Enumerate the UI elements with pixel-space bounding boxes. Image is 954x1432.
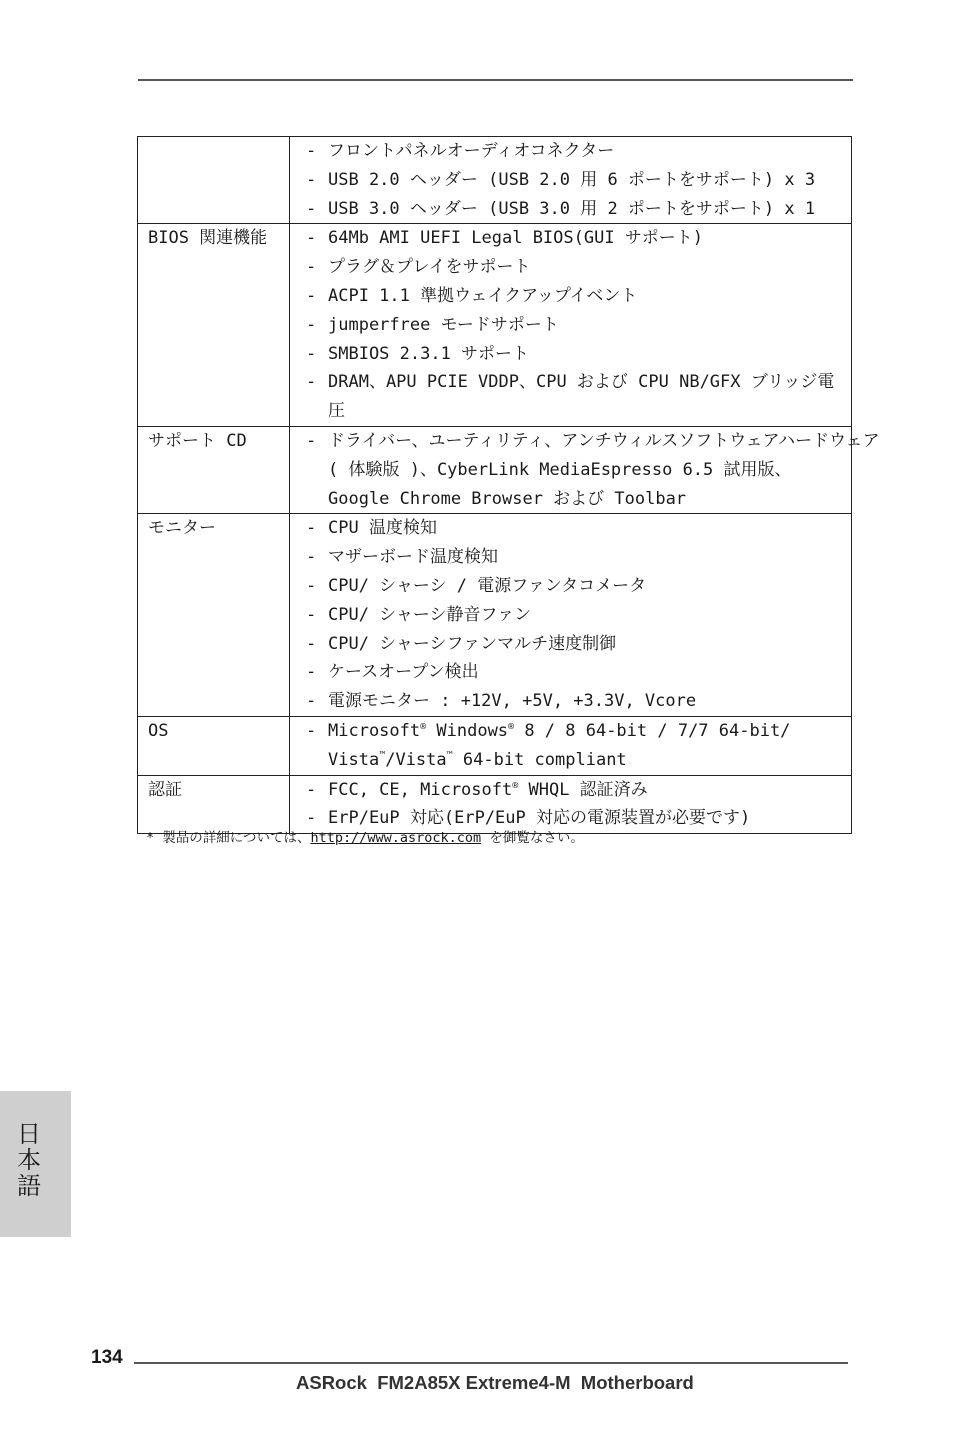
bullet-dash: - — [306, 430, 317, 451]
spec-items — [290, 514, 852, 717]
spec-item — [306, 195, 849, 224]
spec-label: BIOS 関連機能 — [138, 224, 290, 427]
spec-item — [306, 224, 849, 253]
bullet-dash: - — [306, 779, 317, 800]
footer-rule — [134, 1362, 848, 1364]
spec-item — [306, 137, 849, 166]
spec-item-text: DRAM、APU PCIE VDDP、CPU および CPU NB/GFX ブリッジ電 — [328, 372, 835, 393]
spec-item-text: USB 3.0 ヘッダー (USB 3.0 用 2 ポートをサポート) x 1 — [328, 198, 816, 219]
spec-item-text: CPU/ シャーシ静音ファン — [328, 604, 532, 625]
spec-item — [306, 514, 849, 543]
spec-item-text: Google Chrome Browser および Toolbar — [328, 488, 687, 509]
spec-item-text: ( 体験版 )、CyberLink MediaEspresso 6.5 試用版、 — [328, 459, 792, 480]
bullet-dash: - — [306, 314, 317, 335]
spec-item-text: CPU 温度検知 — [328, 518, 437, 539]
spec-item-text: Vista™/Vista™ 64-bit compliant — [328, 749, 627, 770]
bullet-dash: - — [306, 518, 317, 539]
bullet-dash: - — [306, 169, 317, 190]
spec-item-text: ACPI 1.1 準拠ウェイクアップイベント — [328, 285, 638, 306]
language-side-tab — [0, 1091, 71, 1237]
bullet-dash: - — [306, 808, 317, 829]
bullet-dash — [306, 456, 328, 485]
spec-item — [306, 630, 849, 659]
spec-items — [290, 137, 852, 224]
spec-label: 認証 — [138, 775, 290, 834]
header-rule — [138, 79, 853, 81]
spec-item-text: USB 2.0 ヘッダー (USB 2.0 用 6 ポートをサポート) x 3 — [328, 169, 816, 190]
spec-item — [306, 397, 849, 426]
spec-item-text: 圧 — [328, 401, 345, 422]
spec-items — [290, 426, 880, 513]
spec-row — [138, 775, 852, 834]
spec-item-text: Microsoft® Windows® 8 / 8 64-bit / 7/7 64-bit/ — [328, 720, 791, 741]
spec-item-text: フロントパネルオーディオコネクター — [328, 141, 615, 161]
spec-item — [306, 485, 849, 514]
spec-row — [138, 137, 852, 224]
spec-item-text: CPU/ シャーシ / 電源ファンタコメータ — [328, 575, 647, 596]
spec-item — [306, 253, 849, 282]
spec-item — [306, 776, 849, 805]
footnote-prefix: * 製品の詳細については、 — [146, 830, 311, 846]
spec-row — [138, 716, 852, 775]
footnote — [146, 826, 584, 846]
bullet-dash: - — [306, 691, 317, 712]
bullet-dash: - — [306, 285, 317, 306]
spec-table — [137, 136, 880, 834]
spec-label: OS — [138, 716, 290, 775]
asrock-website-link[interactable]: http://www.asrock.com — [310, 830, 482, 846]
spec-item — [306, 658, 849, 687]
bullet-dash — [306, 746, 328, 775]
spec-row — [138, 514, 852, 717]
bullet-dash: - — [306, 720, 317, 741]
spec-item-text: 64Mb AMI UEFI Legal BIOS(GUI サポート) — [328, 228, 704, 249]
spec-item — [306, 340, 849, 369]
bullet-dash: - — [306, 343, 317, 364]
bullet-dash: - — [306, 575, 317, 596]
bullet-dash: - — [306, 198, 317, 219]
spec-items — [290, 224, 852, 427]
footer-title: ASRock FM2A85X Extreme4-M Motherboard — [296, 1372, 694, 1393]
spec-item — [306, 746, 849, 775]
spec-item — [306, 456, 849, 485]
bullet-dash — [306, 397, 328, 426]
spec-item — [306, 601, 849, 630]
spec-item — [306, 687, 849, 716]
spec-item-text: jumperfree モードサポート — [328, 314, 559, 335]
spec-label: モニター — [138, 514, 290, 717]
spec-item-text: プラグ＆プレイをサポート — [328, 257, 531, 278]
bullet-dash: - — [306, 257, 317, 278]
spec-item — [306, 427, 880, 456]
spec-item — [306, 368, 849, 397]
spec-item-text: ケースオープン検出 — [328, 662, 479, 683]
spec-items — [290, 716, 852, 775]
page-number: 134 — [91, 1347, 123, 1368]
bullet-dash: - — [306, 228, 317, 249]
spec-item-text: マザーボード温度検知 — [328, 547, 498, 568]
spec-row — [138, 426, 852, 513]
bullet-dash: - — [306, 604, 317, 625]
bullet-dash: - — [306, 633, 317, 654]
bullet-dash: - — [306, 547, 317, 568]
bullet-dash: - — [306, 372, 317, 393]
spec-label — [138, 137, 290, 224]
spec-item-text: ドライバー、ユーティリティ、アンチウィルスソフトウェアハードウェア — [328, 430, 880, 451]
bullet-dash: - — [306, 662, 317, 683]
spec-row — [138, 224, 852, 427]
spec-item — [306, 543, 849, 572]
spec-item-text: CPU/ シャーシファンマルチ速度制御 — [328, 633, 617, 654]
spec-item-text: ErP/EuP 対応(ErP/EuP 対応の電源装置が必要です) — [328, 808, 751, 829]
spec-label: サポート CD — [138, 426, 290, 513]
spec-item — [306, 717, 849, 746]
spec-item-text: 電源モニター : +12V, +5V, +3.3V, Vcore — [328, 691, 697, 712]
spec-item — [306, 282, 849, 311]
spec-item — [306, 572, 849, 601]
spec-item — [306, 166, 849, 195]
footnote-suffix: を御覧なさい。 — [481, 830, 584, 846]
spec-item-text: SMBIOS 2.3.1 サポート — [328, 343, 530, 364]
bullet-dash: - — [306, 141, 317, 161]
language-tab-label: 日本語 — [17, 1120, 41, 1200]
spec-item-text: FCC, CE, Microsoft® WHQL 認証済み — [328, 779, 648, 800]
spec-item — [306, 311, 849, 340]
spec-items — [290, 775, 852, 834]
bullet-dash — [306, 485, 328, 514]
